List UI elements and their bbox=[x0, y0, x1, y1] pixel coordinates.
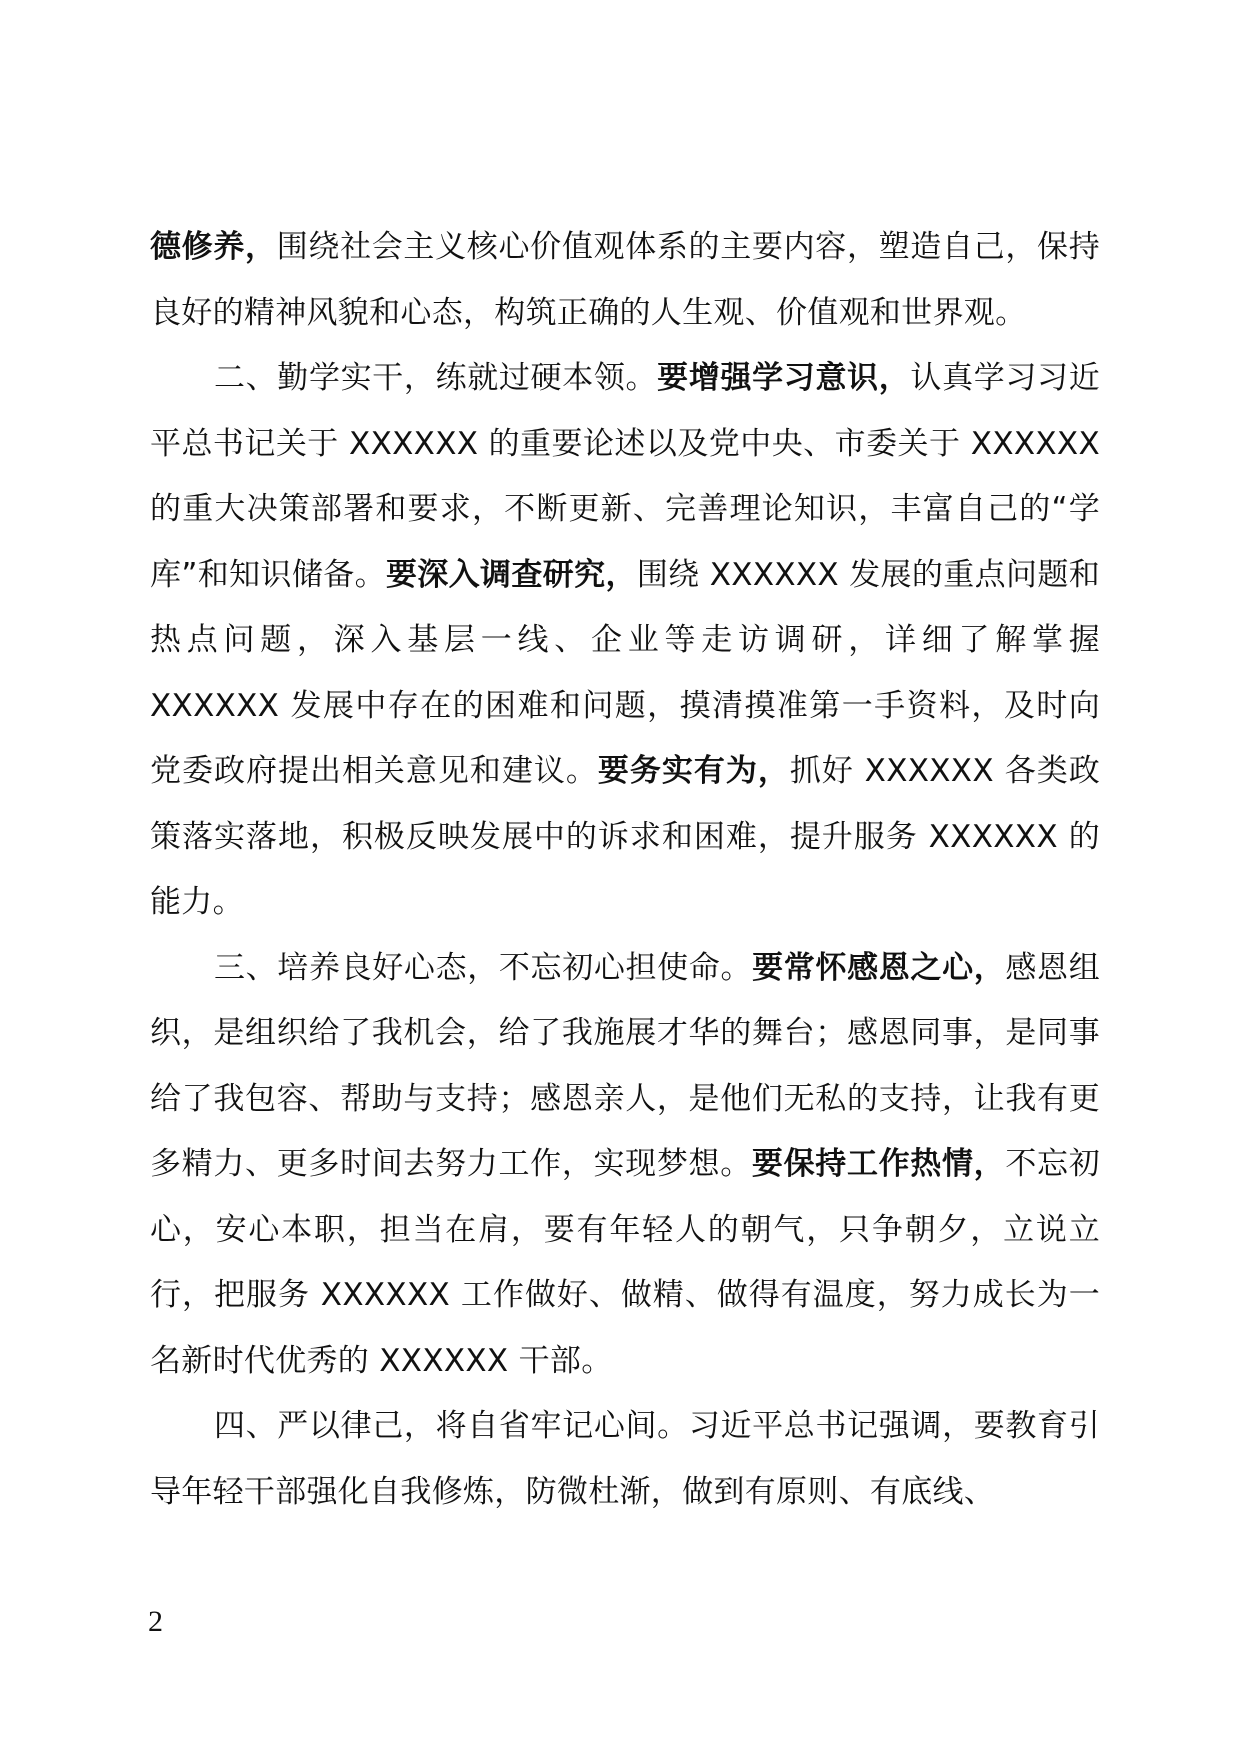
bold-lead-1: 德修养， bbox=[150, 229, 277, 265]
bold-lead: 要深入调查研究， bbox=[385, 556, 637, 593]
paragraph-4 bbox=[150, 1394, 1100, 1525]
text-run: 抓好 XXXXXX 各类政策落实落地，积极反映发展中的诉求和困难，提升服务 XXXXXX 的能力。 bbox=[150, 753, 1100, 920]
paragraph-1 bbox=[150, 215, 1100, 346]
text-run: 围绕社会主义核心价值观体系的主要内容，塑造自己，保持良好的精神风貌和心态，构筑正确的人生观、价值观和世界观。 bbox=[150, 229, 1100, 331]
text-run: 不忘初心，安心本职，担当在肩，要有年轻人的朝气，只争朝夕，立说立行，把服务 XXXXXX 工作做好、做精、做得有温度，努力成长为一名新时代优秀的 XXXXXX 干部。 bbox=[150, 1146, 1101, 1379]
bold-lead: 要保持工作热情， bbox=[751, 1146, 1006, 1182]
page-number: 2 bbox=[148, 1605, 163, 1638]
section-heading: 四、严以律己，将自省牢记心间。习近平总书记强调，要教育引导年轻干部强化自我修炼，防微杜渐，做到有原则、有底线、 bbox=[150, 1408, 1100, 1510]
paragraph-3 bbox=[150, 936, 1100, 1395]
text-run: 感恩组织，是组织给了我机会，给了我施展才华的舞台；感恩同事，是同事给了我包容、帮助与支持；感恩亲人，是他们无私的支持，让我有更多精力、更多时间去努力工作，实现梦想。 bbox=[150, 949, 1100, 1182]
body-text bbox=[150, 215, 1100, 1525]
bold-lead: 要增强学习意识， bbox=[657, 360, 911, 396]
bold-lead: 要常怀感恩之心， bbox=[752, 949, 1006, 986]
section-heading: 三、培养良好心态，不忘初心担使命。 bbox=[214, 949, 753, 986]
section-heading: 二、勤学实干，练就过硬本领。 bbox=[214, 360, 658, 396]
bold-lead: 要务实有为， bbox=[597, 753, 790, 789]
paragraph-2 bbox=[150, 346, 1100, 936]
text-run: 认真学习习近平总书记关于 XXXXXX 的重要论述以及党中央、市委关于 XXXXXX 的重大决策部署和要求，不断更新、完善理论知识，丰富自己的“学库”和知识储备。 bbox=[150, 360, 1100, 593]
text-run: 围绕 XXXXXX 发展的重点问题和热点问题，深入基层一线、企业等走访调研，详细了解掌握 XXXXXX 发展中存在的困难和问题，摸清摸准第一手资料，及时向党委政府提出相关意见和建议。 bbox=[150, 556, 1100, 789]
